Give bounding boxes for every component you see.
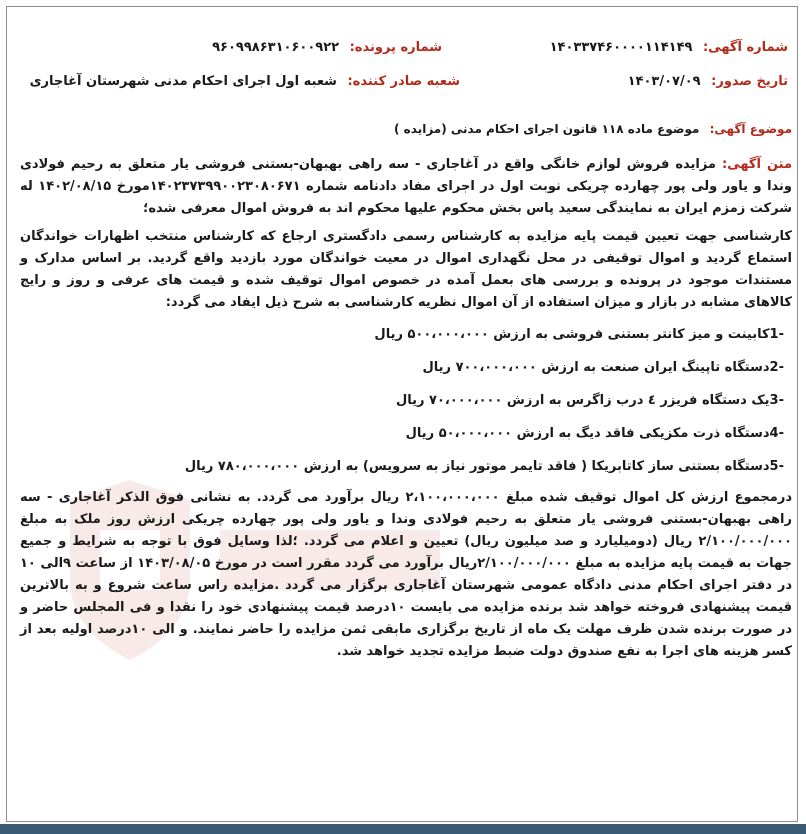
- list-item: -3یک دستگاه فریزر ٤ درب زاگرس به ارزش ۷۰،۰۰۰،۰۰۰ ریال: [395, 393, 784, 408]
- issue-date-label: تاریخ صدور:: [711, 74, 788, 89]
- subject-label: موضوع آگهی:: [709, 122, 792, 136]
- issuer-row: [30, 74, 460, 89]
- list-item: -2دستگاه تاپینگ ایران صنعت به ارزش ۷۰۰،۰۰۰،۰۰۰ ریال: [422, 360, 784, 375]
- subject-row: [394, 122, 792, 136]
- file-number-label: شماره پرونده:: [349, 40, 442, 55]
- ad-number-row: [550, 40, 788, 55]
- closing-paragraph: درمجموع ارزش کل اموال توقیف شده مبلغ ۲،۱۰۰،۰۰۰،۰۰۰ ریال برآورد می گردد. به نشانی فوق الذکر آغاجاری - سه راهی بهبهان-بستنی فروشی یار متعلق به رحیم فولادی وندا و یاور ولی پور چهارده چریکی ارزش روز ملک به مبلغ ۲/۱۰۰/۰۰۰/۰۰۰ ریال (دومیلیارد و صد میلیون ریال) تعیین و اعلام می گردد. ؛لذا وسایل فوق با توجه به شرایط و جمیع جهات به قیمت پایه مزایده به مبلغ ۲/۱۰۰/۰۰۰/۰۰۰ریال برآورد می گردد مقرر است در مورخ ۱۴۰۳/۰۸/۰۵ از ساعت ۹الی ۱۰ در دفتر اجرای احکام مدنی دادگاه عمومی شهرستان آغاجاری برگزار می گردد .مزایده راس ساعت شروع و به بالاترین قیمت پیشنهادی فروخته خواهد شد برنده مزایده می بایست ۱۰درصد قیمت پیشنهادی خود را نقدا و فی المجلس حاضر و در صورت برنده شدن ظرف مهلت یک ماه از تاریخ برگزاری مابقی ثمن مزایده را حاضر نمایند. و الی ۱۰درصد اولیه بعد از کسر هزینه های اجرا به نفع صندوق دولت ضبط مزایده تجدید خواهد شد.: [20, 490, 793, 659]
- file-number-value: ۹۶۰۹۹۸۶۳۱۰۶۰۰۹۲۲: [212, 40, 340, 55]
- body-intro-text: مزایده فروش لوازم خانگی واقع در آغاجاری - سه راهی بهبهان-بستنی فروشی یار متعلق به رحیم فولادی وندا و یاور ولی پور چهارده چریکی نوبت اول در اجرای مفاد دادنامه شماره ۱۴۰۲۳۷۳۹۹۰۰۲۳۰۸۰۶۷۱مورخ ۱۴۰۲/۰۸/۱۵ له شرکت زمزم ایران به نمایندگی سعید پاس بخش محکوم علیها محکوم اند به فروش اموال معرفی شده؛: [20, 157, 793, 216]
- issue-date-row: [628, 74, 788, 89]
- ad-number-value: ۱۴۰۳۳۷۴۶۰۰۰۰۱۱۴۱۴۹: [549, 40, 693, 55]
- list-item: -1کابینت و میز کانتر بستنی فروشی به ارزش ۵۰۰،۰۰۰،۰۰۰ ریال: [374, 327, 784, 342]
- asset-list: [20, 322, 792, 480]
- body-label: متن آگهی:: [722, 157, 793, 172]
- issuer-label: شعبه صادر کننده:: [347, 74, 460, 89]
- ad-number-label: شماره آگهی:: [702, 40, 788, 55]
- list-item: -4دستگاه ذرت مکزیکی فاقد دیگ به ارزش ۵۰،۰۰۰،۰۰۰ ریال: [405, 426, 784, 441]
- subject-value: موضوع ماده ۱۱۸ قانون اجرای احکام مدنی (مزایده ): [394, 122, 700, 136]
- issuer-value: شعبه اول اجرای احکام مدنی شهرستان آغاجاری: [29, 74, 337, 89]
- ad-body: [20, 154, 792, 663]
- list-item: -5دستگاه بستنی ساز کاتابریکا ( فاقد تایمر موتور نیاز به سرویس) به ارزش ۷۸۰،۰۰۰،۰۰۰ ریال: [184, 459, 784, 474]
- file-number-row: [212, 40, 442, 55]
- body-intro: [20, 154, 792, 220]
- expert-paragraph: کارشناسی جهت تعیین قیمت پایه مزایده به کارشناس رسمی دادگستری ارجاع که کارشناس منتخب اظهارات خواندگان استماع گردید و اموال توقیفی در محل نگهداری اموال در معیت خواندگان مورد بازدید واقع گردید. بر اساس مدارک و مستندات موجود در پرونده و بررسی های بعمل آمده در خصوص اموال توقیف شده و قیمت های عرفی و روز و رایج کالاهای مشابه در بازار و میزان استفاده از آن اموال نظریه کارشناسی به شرح ذیل ایفاد می گردد:: [20, 229, 792, 310]
- bottom-bar: [0, 824, 806, 834]
- issue-date-value: ۱۴۰۳/۰۷/۰۹: [627, 74, 701, 89]
